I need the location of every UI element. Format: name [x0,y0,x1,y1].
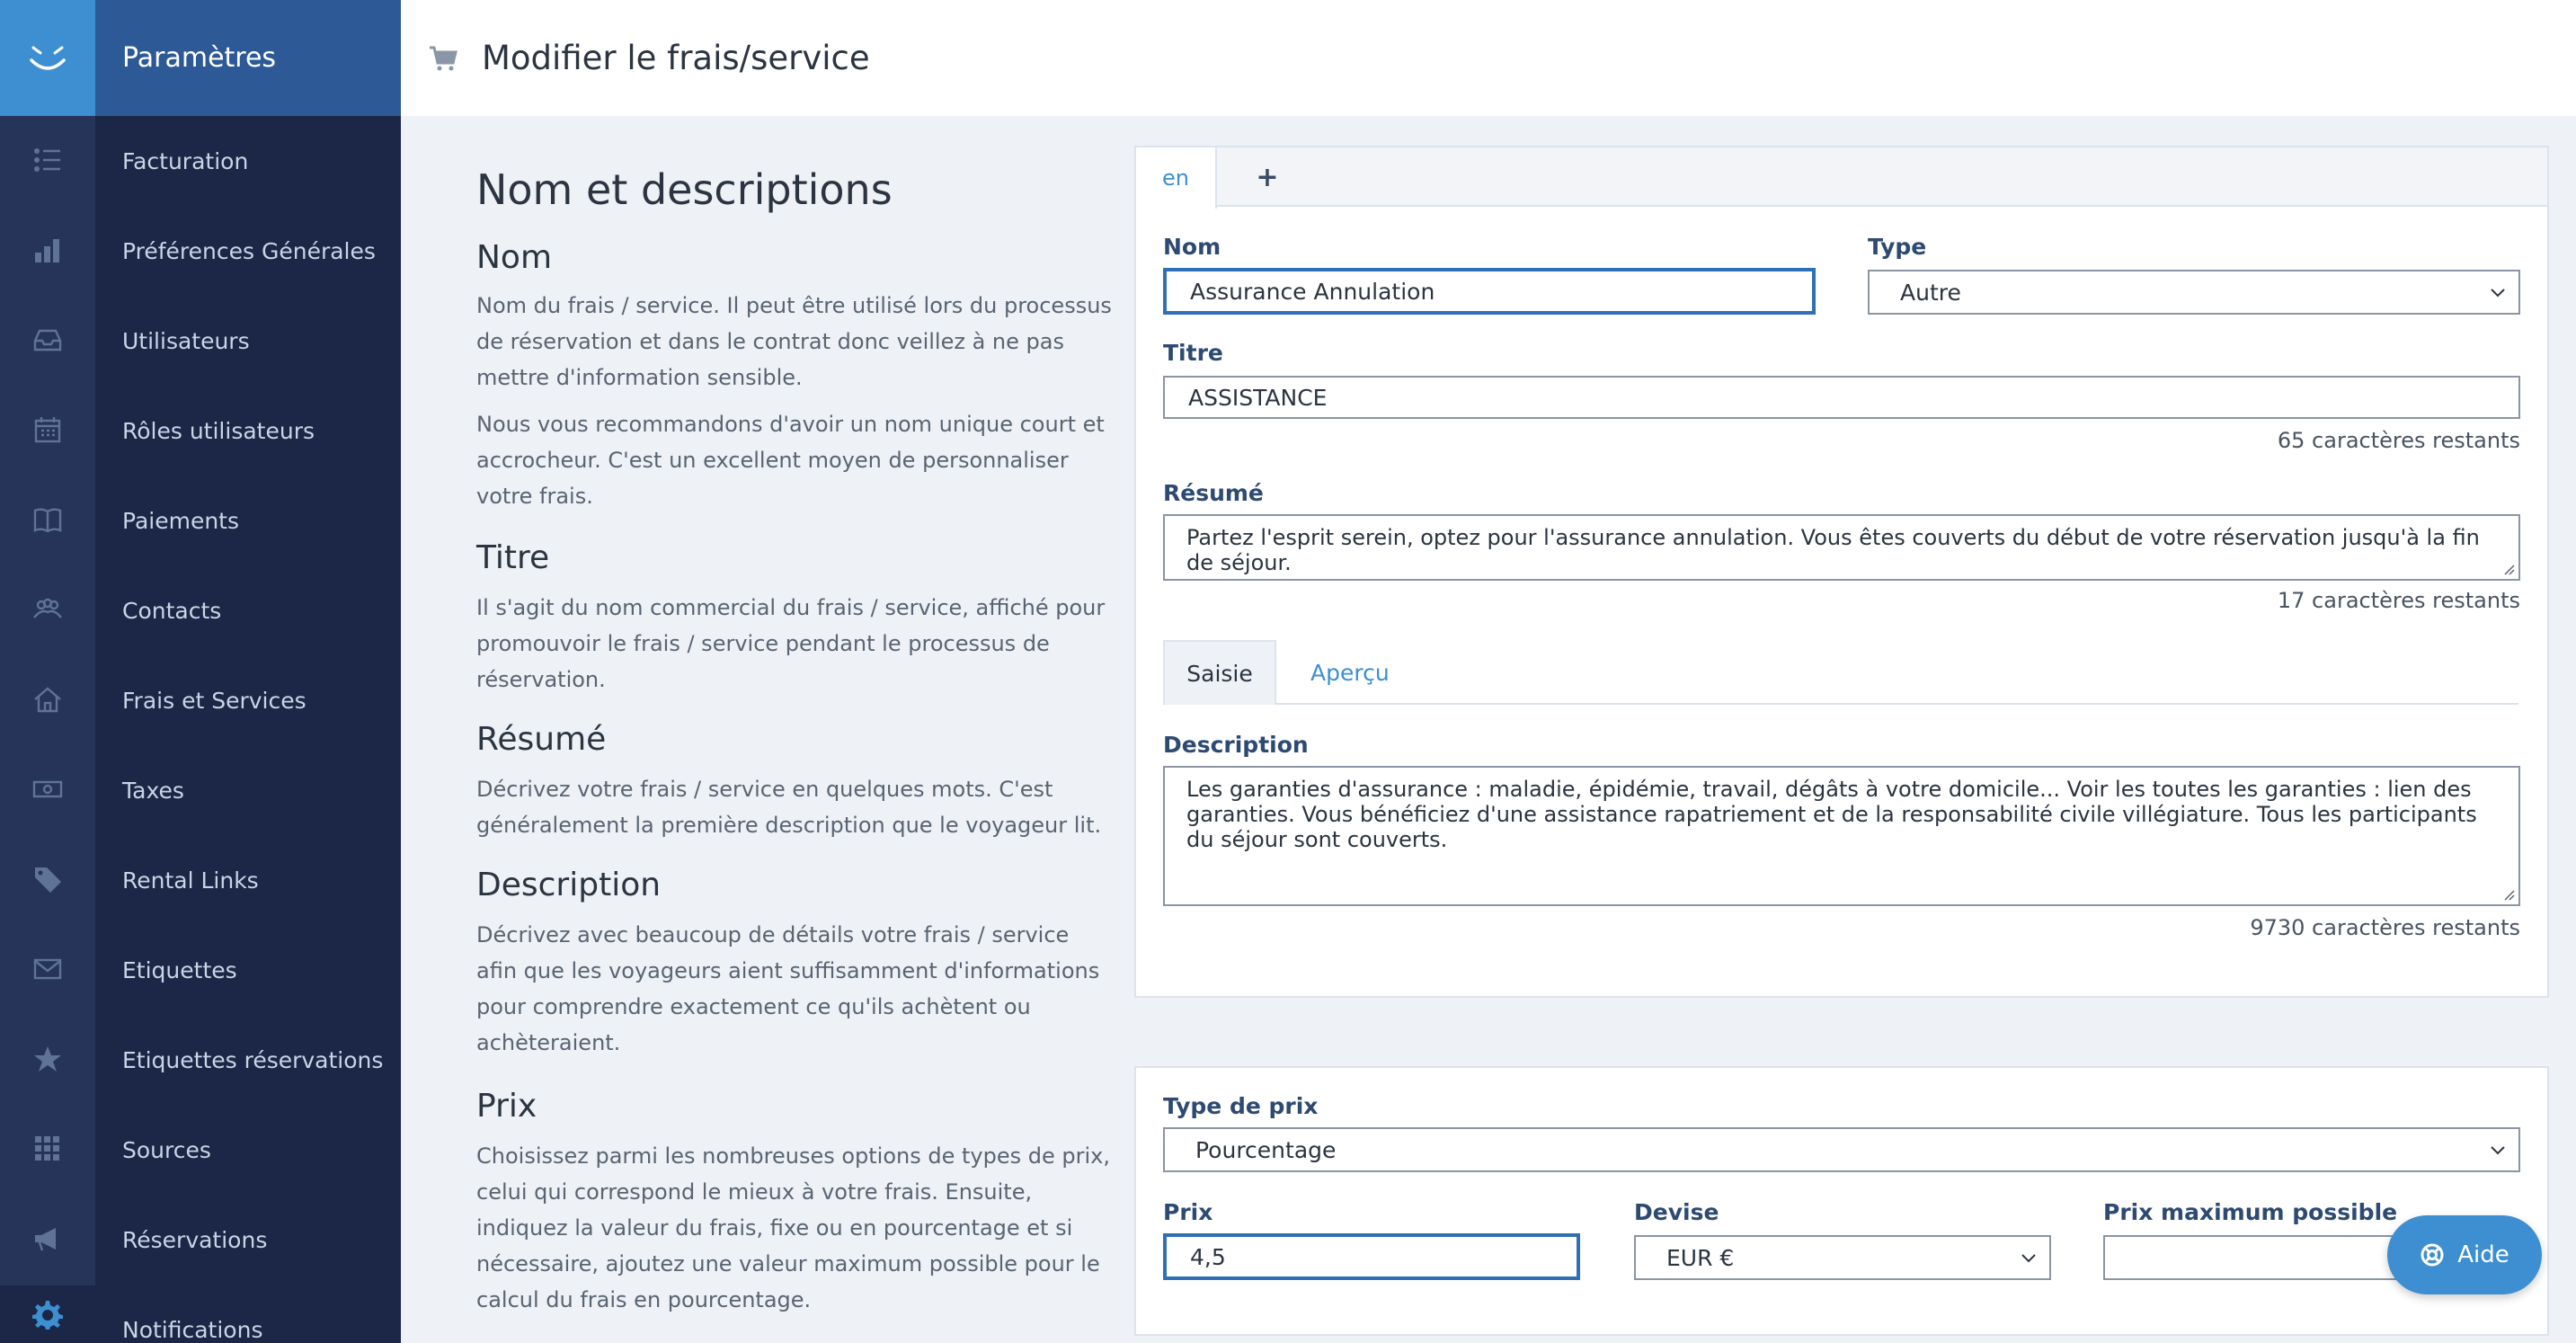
resume-heading: Résumé [476,721,607,758]
nom-label: Nom [1163,234,1221,260]
envelope-icon[interactable] [0,942,95,996]
users-icon[interactable] [0,583,95,636]
calendar-icon[interactable] [0,403,95,457]
titre-heading: Titre [476,539,550,576]
megaphone-icon[interactable] [0,1212,95,1266]
gear-icon[interactable] [0,1285,95,1343]
book-icon[interactable] [0,493,95,547]
page-title: Modifier le frais/service [482,39,870,77]
page-header [401,0,2576,116]
resume-counter: 17 caractères restants [2277,588,2520,613]
devise-select[interactable] [1634,1235,2051,1280]
sidebar-item-preferences[interactable]: Préférences Générales [122,238,376,264]
lifebuoy-icon [2420,1242,2445,1267]
chevron-down-icon [2490,1142,2506,1158]
cart-icon [428,43,458,74]
tag-icon[interactable] [0,852,95,906]
sidebar-item-facturation[interactable]: Facturation [122,148,249,174]
resume-label: Résumé [1163,480,1264,506]
price-type-value: Pourcentage [1195,1136,1337,1163]
home-icon[interactable] [0,672,95,726]
sidebar-item-taxes[interactable]: Taxes [122,778,184,804]
tab-saisie[interactable]: Saisie [1163,640,1276,705]
grid-icon[interactable] [0,1122,95,1176]
sidebar-item-rental-links[interactable]: Rental Links [122,867,259,894]
prix-input[interactable]: 4,5 [1163,1233,1580,1280]
type-select-value: Autre [1900,279,1961,306]
type-label: Type [1868,234,1927,260]
resume-help-text: Décrivez votre frais / service en quelques mots. C'est généralement la première description que le voyageur lit. [476,777,1102,838]
editor-tabs [1163,640,2518,705]
description-help-text: Décrivez avec beaucoup de détails votre frais / service afin que les voyageurs aient suffisamment d'informations pour comprendre exactement ce qu'ils achètent ou achèteraient. [476,922,1100,1055]
titre-counter: 65 caractères restants [2277,428,2520,453]
description-heading: Description [476,867,662,903]
chevron-down-icon [2021,1250,2037,1266]
bar-chart-icon[interactable] [0,223,95,277]
titre-input[interactable]: ASSISTANCE [1163,376,2520,419]
icon-rail [0,0,95,1343]
description-counter: 9730 caractères restants [2250,915,2520,940]
sidebar-item-utilisateurs[interactable]: Utilisateurs [122,328,250,354]
sidebar-item-etiquettes[interactable]: Etiquettes [122,957,237,983]
sidebar-item-sources[interactable]: Sources [122,1137,211,1163]
star-icon[interactable] [0,1032,95,1086]
resize-grip-icon[interactable] [2502,888,2515,901]
prix-max-label: Prix maximum possible [2103,1199,2398,1225]
sidebar-item-etiquettes-reservations[interactable]: Etiquettes réservations [122,1047,384,1073]
nom-recommendation-text: Nous vous recommandons d'avoir un nom unique court et accrocheur. C'est un excellent moyen de personnaliser votre frais. [476,412,1105,509]
sidebar-title: Paramètres [95,0,401,116]
nom-help-text: Nom du frais / service. Il peut être utilisé lors du processus de réservation et dans le contrat donc veillez à ne pas mettre d'information sensible. [476,293,1112,390]
prix-label: Prix [1163,1199,1213,1225]
nom-input[interactable]: Assurance Annulation [1163,268,1816,315]
settings-sidebar [95,0,401,1343]
devise-label: Devise [1634,1199,1719,1225]
money-icon[interactable] [0,762,95,816]
prix-heading: Prix [476,1088,537,1125]
price-type-label: Type de prix [1163,1093,1319,1119]
add-language-button[interactable]: + [1256,161,1279,193]
language-tabs [1136,147,2547,207]
resume-textarea[interactable] [1163,514,2520,581]
resume-text: Partez l'esprit serein, optez pour l'assurance annulation. Vous êtes couverts du début de votre réservation jusqu'à la fin de séjour. [1186,525,2480,575]
nom-heading: Nom [476,239,553,276]
logo-icon[interactable] [0,0,95,116]
chevron-down-icon [2490,284,2506,300]
section-title-names: Nom et descriptions [476,165,893,214]
inbox-icon[interactable] [0,313,95,367]
tab-language-en[interactable]: en [1136,147,1217,209]
sidebar-item-contacts[interactable]: Contacts [122,598,222,624]
help-label: Aide [2457,1241,2509,1268]
description-label: Description [1163,732,1309,758]
description-text: Les garanties d'assurance : maladie, épidémie, travail, dégâts à votre domicile... Voir les toutes les garanties : lien des garanties. Vous bénéficiez d'une assistance rapatriement et de la responsabilité civile villégiature. Tous les participants du séjour sont couverts. [1186,777,2477,852]
price-type-select[interactable] [1163,1127,2520,1172]
help-button[interactable] [2387,1215,2542,1294]
resize-grip-icon[interactable] [2502,563,2515,575]
tab-apercu[interactable]: Aperçu [1310,659,1390,686]
titre-label: Titre [1163,340,1223,366]
sidebar-item-notifications[interactable]: Notifications [122,1317,263,1343]
description-textarea[interactable] [1163,766,2520,906]
type-select[interactable] [1868,270,2520,315]
sidebar-item-frais-services[interactable]: Frais et Services [122,688,306,714]
sidebar-item-roles[interactable]: Rôles utilisateurs [122,418,315,444]
sidebar-item-paiements[interactable]: Paiements [122,508,240,534]
sidebar-item-reservations[interactable]: Réservations [122,1227,268,1253]
list-icon[interactable] [0,133,95,187]
titre-help-text: Il s'agit du nom commercial du frais / service, affiché pour promouvoir le frais / service pendant le processus de réservation. [476,595,1106,692]
prix-help-text: Choisissez parmi les nombreuses options de types de prix, celui qui correspond le mieux à votre frais. Ensuite, indiquez la valeur du frais, fixe ou en pourcentage et si nécessaire, ajoutez une valeur maximum possible pour le calcul du frais en pourcentage. [476,1143,1110,1312]
devise-value: EUR € [1666,1244,1735,1271]
